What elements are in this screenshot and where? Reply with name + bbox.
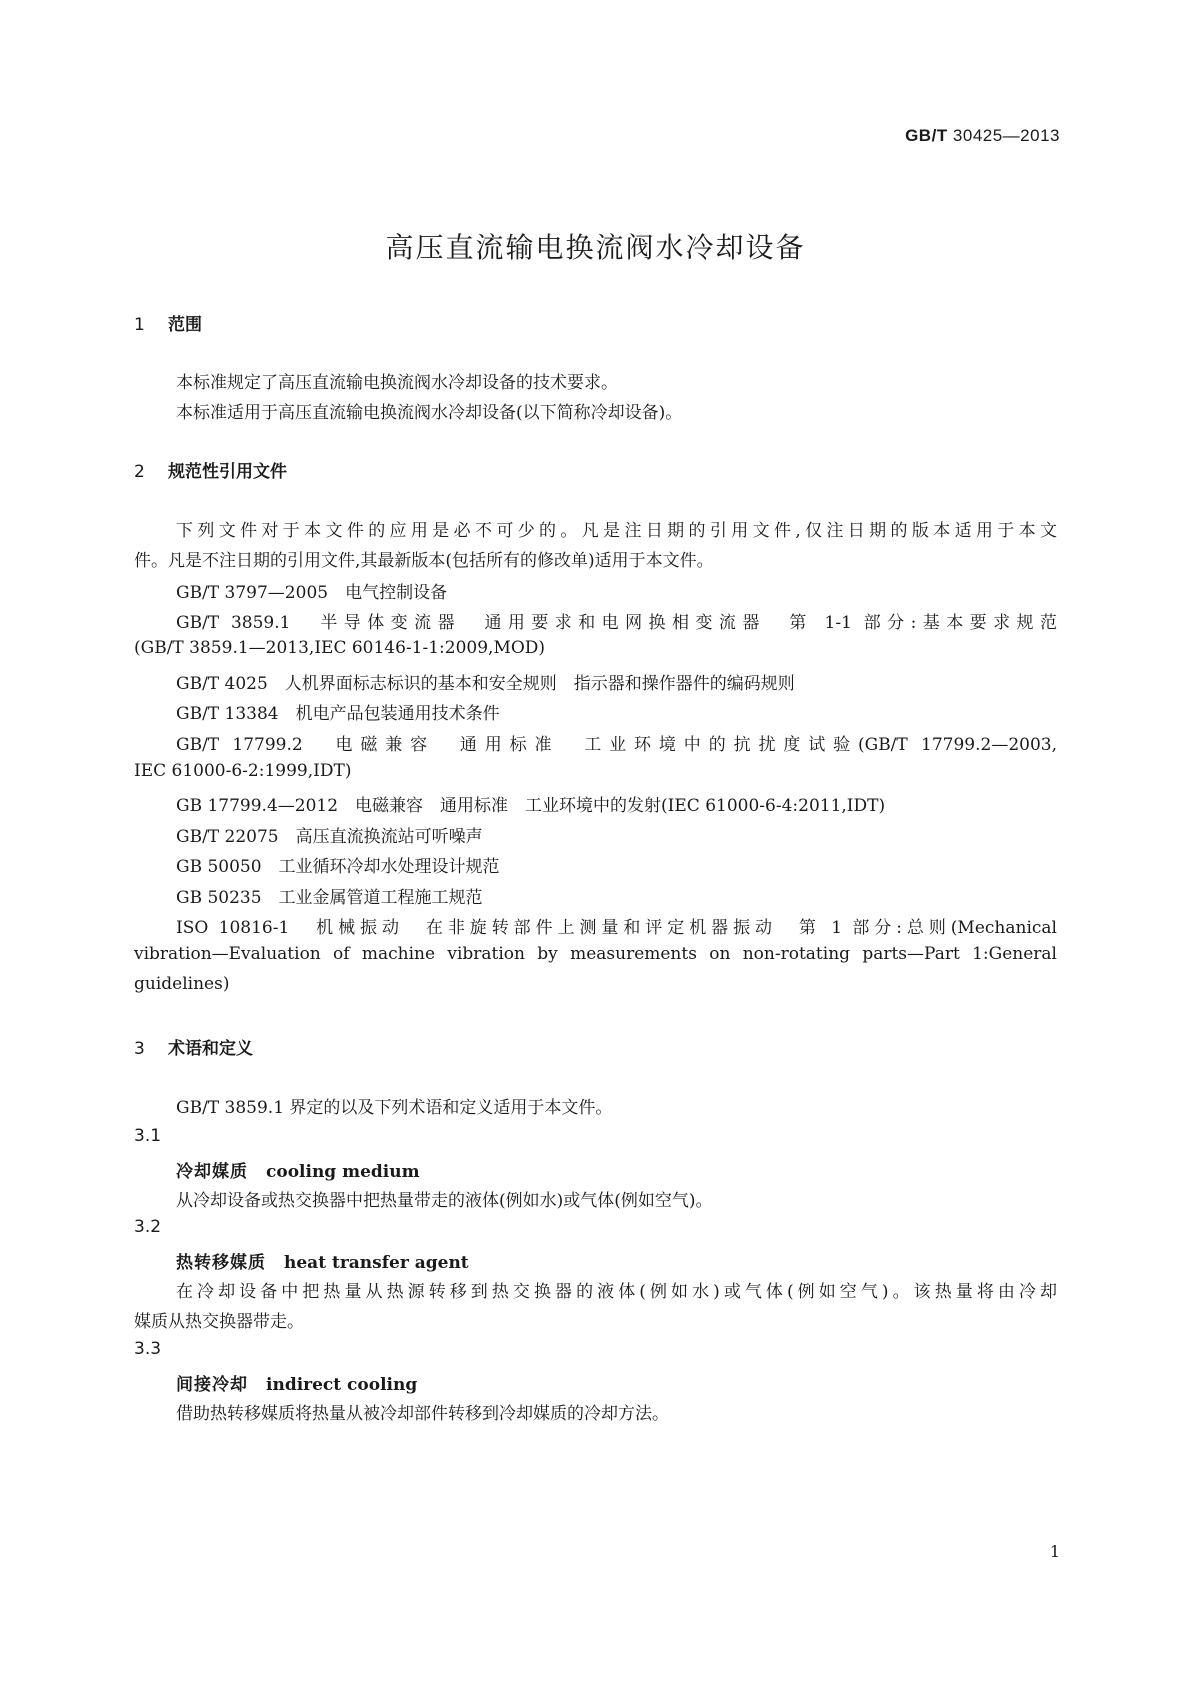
term-definition: 从冷却设备或热交换器中把热量带走的液体(例如水)或气体(例如空气)。: [176, 1191, 713, 1211]
section-number: 1: [134, 315, 145, 335]
term-zh: 冷却媒质: [176, 1162, 248, 1182]
standard-code: [905, 126, 1060, 146]
section-title: 规范性引用文件: [168, 462, 287, 482]
term-en: heat transfer agent: [284, 1253, 469, 1273]
standard-prefix: GB/T: [905, 126, 948, 145]
term-title: [176, 1248, 469, 1273]
document-title: 高压直流输电换流阀水冷却设备: [385, 231, 806, 264]
paragraph: 本标准适用于高压直流输电换流阀水冷却设备(以下简称冷却设备)。: [176, 403, 683, 423]
paragraph: 件。凡是不注日期的引用文件,其最新版本(包括所有的修改单)适用于本文件。: [134, 551, 714, 571]
reference-item: GB/T 4025 人机界面标志标识的基本和安全规则 指示器和操作器件的编码规则: [176, 674, 795, 694]
reference-item: IEC 61000-6-2:1999,IDT): [134, 761, 352, 781]
section-number: 3: [134, 1039, 145, 1059]
paragraph: 下列文件对于本文件的应用是必不可少的。凡是注日期的引用文件,仅注日期的版本适用于本文: [176, 521, 1057, 541]
term-en: cooling medium: [266, 1162, 420, 1182]
reference-item: ISO 10816-1 机械振动 在非旋转部件上测量和评定机器振动 第 1 部分:总则(Mechanical: [176, 918, 1057, 938]
term-zh: 热转移媒质: [176, 1253, 266, 1273]
section-3-heading: [134, 1034, 253, 1059]
term-title: [176, 1370, 417, 1395]
term-number: 3.2: [134, 1217, 162, 1237]
term-definition: 在冷却设备中把热量从热源转移到热交换器的液体(例如水)或气体(例如空气)。该热量将由冷却: [176, 1282, 1057, 1302]
section-2-heading: [134, 457, 287, 482]
section-title: 范围: [168, 315, 202, 335]
term-number: 3.3: [134, 1339, 162, 1359]
term-number: 3.1: [134, 1126, 162, 1146]
section-1-heading: [134, 310, 202, 335]
paragraph: GB/T 3859.1 界定的以及下列术语和定义适用于本文件。: [176, 1098, 613, 1118]
reference-item: vibration—Evaluation of machine vibration by measurements on non-rotating parts—Part 1:General: [134, 944, 1057, 964]
section-number: 2: [134, 462, 145, 482]
reference-item: GB/T 13384 机电产品包装通用技术条件: [176, 704, 500, 724]
term-title: [176, 1157, 420, 1182]
term-definition: 借助热转移媒质将热量从被冷却部件转移到冷却媒质的冷却方法。: [176, 1404, 669, 1424]
paragraph: 本标准规定了高压直流输电换流阀水冷却设备的技术要求。: [176, 373, 618, 393]
reference-item: (GB/T 3859.1—2013,IEC 60146-1-1:2009,MOD): [134, 638, 546, 658]
reference-item: GB/T 3797—2005 电气控制设备: [176, 583, 448, 603]
page-number: 1: [1049, 1542, 1060, 1561]
reference-item: GB/T 3859.1 半导体变流器 通用要求和电网换相变流器 第 1-1 部分:基本要求规范: [176, 613, 1057, 633]
term-definition: 媒质从热交换器带走。: [134, 1312, 304, 1332]
term-en: indirect cooling: [266, 1375, 418, 1395]
section-title: 术语和定义: [168, 1039, 253, 1059]
term-zh: 间接冷却: [176, 1375, 248, 1395]
reference-item: GB/T 17799.2 电磁兼容 通用标准 工业环境中的抗扰度试验(GB/T 17799.2—2003,: [176, 735, 1057, 755]
standard-number: 30425—2013: [952, 126, 1060, 145]
reference-item: GB/T 22075 高压直流换流站可听噪声: [176, 827, 483, 847]
reference-item: GB 17799.4—2012 电磁兼容 通用标准 工业环境中的发射(IEC 61000-6-4:2011,IDT): [176, 796, 886, 816]
reference-item: GB 50050 工业循环冷却水处理设计规范: [176, 857, 500, 877]
reference-item: guidelines): [134, 974, 230, 994]
reference-item: GB 50235 工业金属管道工程施工规范: [176, 888, 483, 908]
